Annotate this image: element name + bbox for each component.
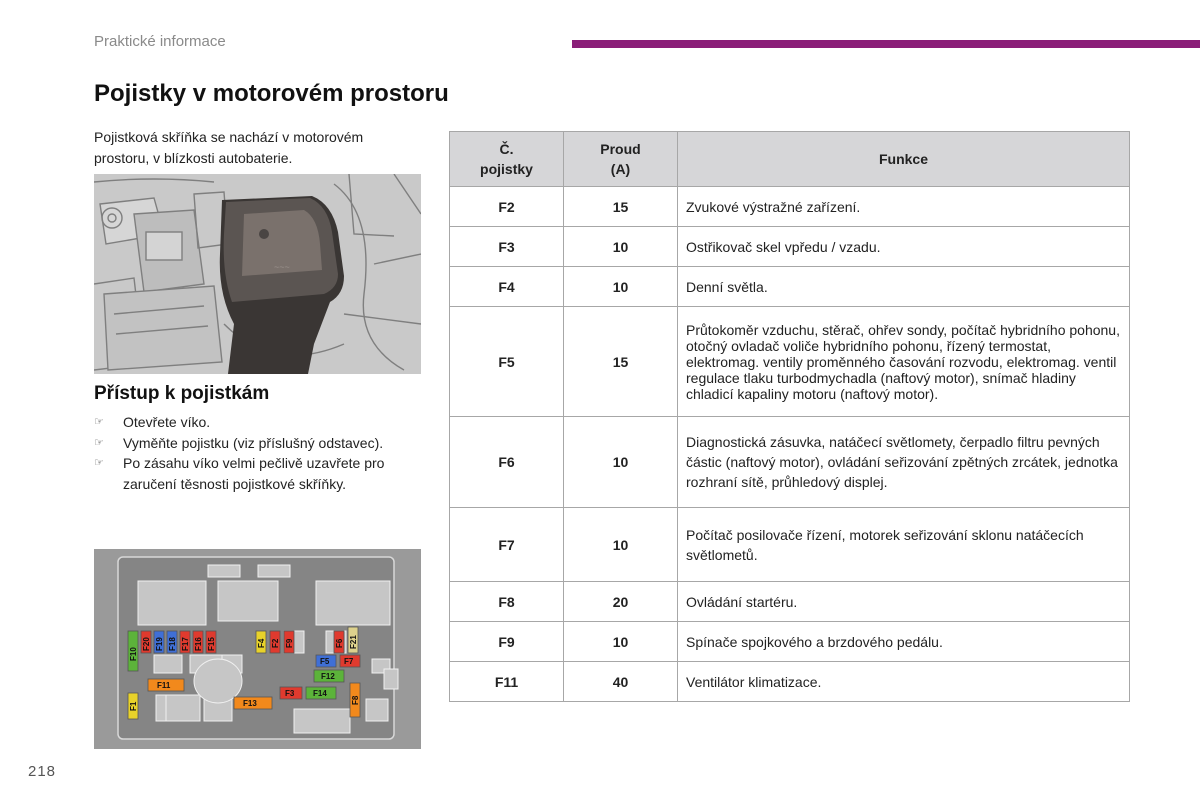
fuse-label-f6: F6 (335, 638, 344, 648)
fuse-function: Průtokoměr vzduchu, stěrač, ohřev sondy, počítač hybridního pohonu, otočný ovladač voliče hybridního pohonu, řízený termostat, elektromag. ventily proměnného časování rozvodu, elektromag. ventil regulace tlaku turbodmychadla (naftový motor), snímač hladiny chladicí kapaliny motoru (naftový motor). (678, 307, 1130, 417)
fuse-number: F8 (450, 582, 564, 622)
fuse-label-f20: F20 (142, 637, 151, 651)
table-row (450, 307, 1130, 417)
fuse-label-f13: F13 (243, 699, 257, 708)
fuse-label-f21: F21 (349, 635, 358, 649)
header-fuse-number: Č. pojistky (450, 132, 564, 187)
header-function: Funkce (678, 132, 1130, 187)
fuse-number: F5 (450, 307, 564, 417)
fuse-label-f19: F19 (155, 637, 164, 651)
pointing-hand-icon: ☞ (94, 436, 104, 449)
table-row (450, 267, 1130, 307)
list-item (94, 433, 424, 454)
fuse-label-f10: F10 (129, 647, 138, 661)
engine-compartment-illustration (94, 174, 421, 374)
table-header-row (450, 132, 1130, 187)
fuse-label-f15: F15 (207, 637, 216, 651)
fuse-amperage: 15 (564, 187, 678, 227)
table-row (450, 662, 1130, 702)
page-number: 218 (28, 763, 57, 780)
fuse-label-f17: F17 (181, 637, 190, 651)
table-row (450, 622, 1130, 662)
fuse-number: F4 (450, 267, 564, 307)
fuse-number: F2 (450, 187, 564, 227)
page-title: Pojistky v motorovém prostoru (94, 80, 449, 107)
fuse-function: Ostřikovač skel vpředu / vzadu. (678, 227, 1130, 267)
step-text: Po zásahu víko velmi pečlivě uzavřete pro zaručení těsnosti pojistkové skříňky. (123, 455, 385, 492)
fuse-number: F6 (450, 417, 564, 508)
list-item (94, 453, 424, 494)
fusebox-diagram (94, 549, 421, 749)
intro-text: Pojistková skříňka se nachází v motorovém prostoru, v blízkosti autobaterie. (94, 129, 364, 166)
fuse-amperage: 10 (564, 622, 678, 662)
fuse-label-f14: F14 (313, 689, 327, 698)
fuse-label-f16: F16 (194, 637, 203, 651)
fuse-label-f12: F12 (321, 672, 335, 681)
fuse-function: Zvukové výstražné zařízení. (678, 187, 1130, 227)
fuse-number: F11 (450, 662, 564, 702)
fuse-amperage: 10 (564, 417, 678, 508)
fuse-label-f11: F11 (157, 681, 171, 690)
table-row (450, 508, 1130, 582)
fuse-function: Ventilátor klimatizace. (678, 662, 1130, 702)
fuse-number: F7 (450, 508, 564, 582)
step-text: Otevřete víko. (123, 414, 211, 430)
header-current: Proud (A) (564, 132, 678, 187)
fuse-label-f8: F8 (351, 695, 360, 705)
fuse-amperage: 10 (564, 508, 678, 582)
fuse-label-f7: F7 (344, 657, 354, 666)
section-label: Praktické informace (94, 33, 226, 50)
access-steps (94, 412, 424, 494)
fuse-label-f5: F5 (320, 657, 330, 666)
pointing-hand-icon: ☞ (94, 416, 104, 428)
fuse-label-f9: F9 (285, 638, 294, 648)
fuse-amperage: 40 (564, 662, 678, 702)
fuse-label-f2: F2 (271, 638, 280, 648)
fuse-function: Denní světla. (678, 267, 1130, 307)
fuse-table (449, 131, 1130, 702)
fuse-number: F3 (450, 227, 564, 267)
fuse-label-f18: F18 (168, 637, 177, 651)
table-row (450, 417, 1130, 508)
fuse-amperage: 10 (564, 267, 678, 307)
pointing-hand-icon: ☞ (94, 457, 104, 469)
fuse-label-f1: F1 (129, 701, 138, 711)
table-row (450, 582, 1130, 622)
access-heading: Přístup k pojistkám (94, 383, 270, 404)
accent-bar (572, 40, 1200, 48)
fuse-amperage: 20 (564, 582, 678, 622)
fuse-number: F9 (450, 622, 564, 662)
fuse-label-f4: F4 (257, 638, 266, 648)
step-text: Vyměňte pojistku (viz příslušný odstavec). (123, 434, 384, 451)
table-row (450, 187, 1130, 227)
fuse-function: Spínače spojkového a brzdového pedálu. (678, 622, 1130, 662)
fuse-function: Počítač posilovače řízení, motorek seřizování sklonu natáčecích světlometů. (678, 508, 1130, 582)
table-row (450, 227, 1130, 267)
list-item (94, 412, 424, 433)
svg-text:~~~: ~~~ (274, 262, 290, 272)
fuse-label-f3: F3 (285, 689, 295, 698)
fuse-amperage: 10 (564, 227, 678, 267)
fuse-function: Ovládání startéru. (678, 582, 1130, 622)
fuse-amperage: 15 (564, 307, 678, 417)
fuse-function: Diagnostická zásuvka, natáčecí světlomety, čerpadlo filtru pevných částic (naftový motor), ovládání seřizování zpětných zrcátek, jednotka rozhraní sítě, průhledový displej. (678, 417, 1130, 508)
